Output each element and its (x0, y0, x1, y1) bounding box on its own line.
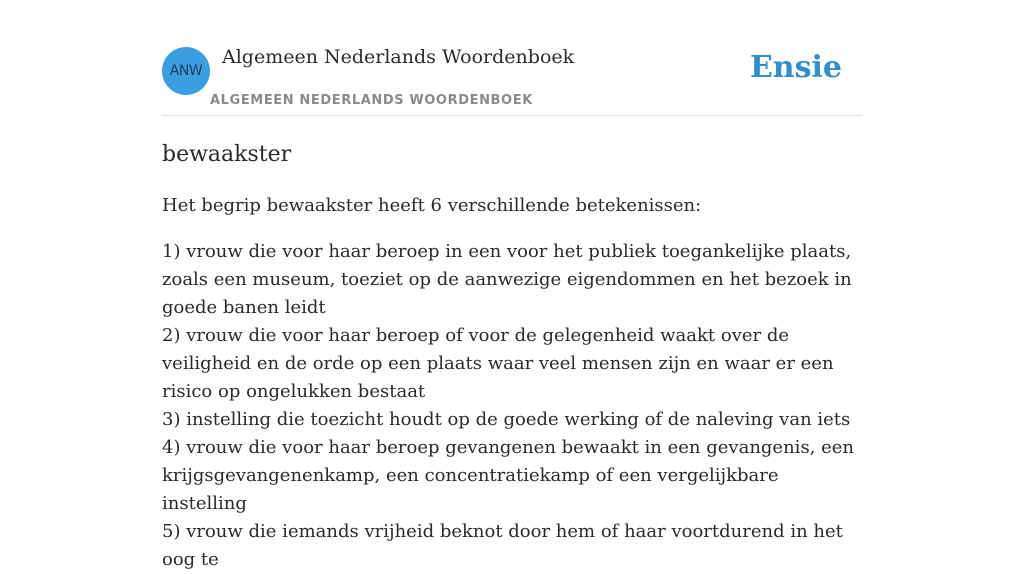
source-subtitle: ALGEMEEN NEDERLANDS WOORDENBOEK (210, 93, 533, 108)
entry-intro: Het begrip bewaakster heeft 6 verschillende betekenissen: (162, 195, 702, 216)
meanings-list (162, 238, 862, 574)
entry-word: bewaakster (162, 142, 292, 167)
anw-logo[interactable] (162, 47, 210, 95)
meaning-item-5: 5) vrouw die iemands vrijheid beknot door hem of haar voortdurend in het oog te (162, 521, 843, 570)
meaning-item-1: 1) vrouw die voor haar beroep in een voor het publiek toegankelijke plaats, zoals een museum, toeziet op de aanwezige eigendommen en het bezoek in goede banen leidt (162, 241, 852, 318)
ensie-logo-link[interactable]: Ensie (749, 50, 842, 85)
anw-logo-text: ANW (169, 63, 203, 79)
page-container (162, 0, 862, 574)
meaning-item-3: 3) instelling die toezicht houdt op de goede werking of de naleving van iets (162, 409, 851, 430)
source-title[interactable]: Algemeen Nederlands Woordenboek (222, 46, 575, 68)
meaning-item-2: 2) vrouw die voor haar beroep of voor de gelegenheid waakt over de veiligheid en de orde op een plaats waar veel mensen zijn en waar er een risico op ongelukken bestaat (162, 325, 834, 402)
source-header (162, 0, 862, 116)
meaning-item-4: 4) vrouw die voor haar beroep gevangenen bewaakt in een gevangenis, een krijgsgevangenenkamp, een concentratiekamp of een vergelijkbare instelling (162, 437, 855, 514)
